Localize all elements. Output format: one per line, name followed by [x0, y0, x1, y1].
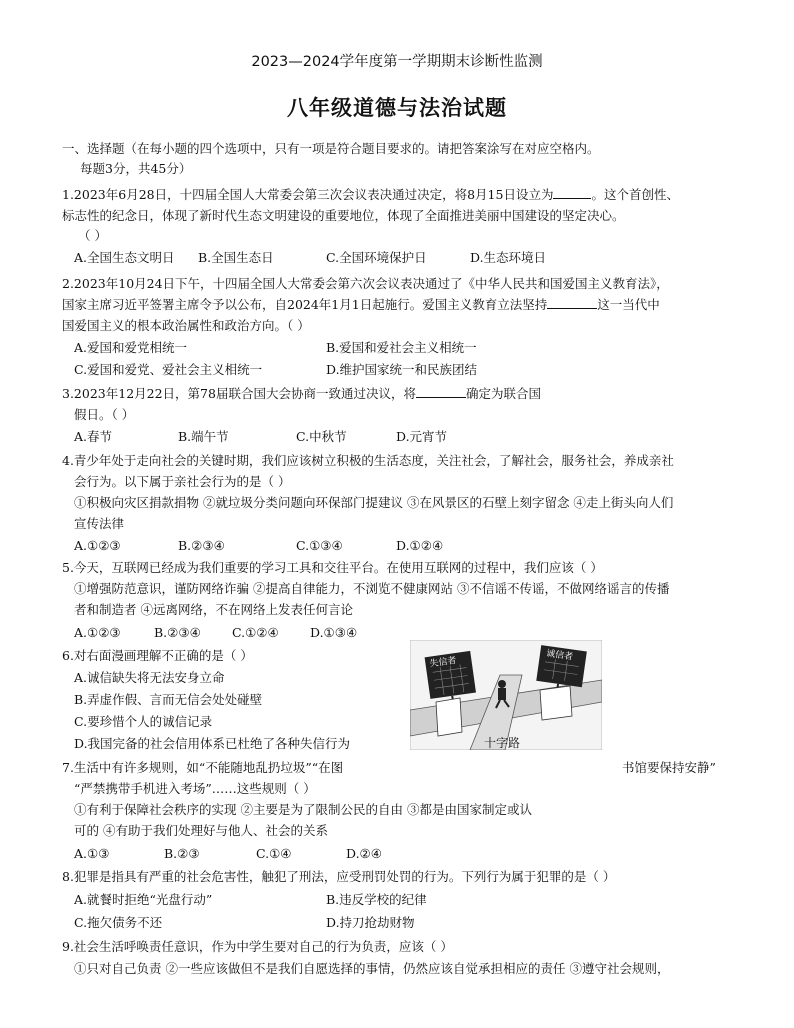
option-c: C.①③④	[296, 538, 343, 553]
question-1-line	[62, 186, 679, 204]
question-9-line: 9.社会生活呼唤责任意识，作为中学生要对自己的行为负责，应该（ ）	[62, 939, 453, 954]
question-4-line-2: 会行为。以下属于亲社会行为的是（ ）	[74, 474, 291, 489]
option-a: A.爱国和爱党相统一	[74, 340, 188, 355]
question-6-line: 6.对右面漫画理解不正确的是（ ）	[62, 648, 253, 663]
question-3-line-2: 假日。（ ）	[74, 407, 135, 422]
option-b: B.②③④	[154, 625, 201, 640]
section-instruction-cont: 每题3分，共45分）	[80, 161, 192, 176]
option-d: D.持刀抢劫财物	[326, 915, 415, 930]
cartoon-caption: 十字路	[484, 736, 521, 750]
option-c: C.①④	[256, 846, 292, 861]
option-d: D.②④	[346, 846, 382, 861]
option-c: C.要珍惜个人的诚信记录	[74, 714, 213, 729]
question-4-line-3: ①积极向灾区捐款捐物 ②就垃圾分类问题向环保部门提建议 ③在风景区的石壁上刻字留念 ④走上街头向人们	[74, 495, 674, 510]
option-b: B.全国生态日	[198, 250, 274, 265]
exam-header-title: 2023—2024学年度第一学期期末诊断性监测	[251, 54, 543, 70]
question-2-text-a: 国家主席习近平签署主席令予以公布，自2024年1月1日起施行。爱国主义教育立法坚持	[62, 297, 548, 312]
gate-right	[540, 686, 572, 720]
option-a: A.①②③	[74, 625, 121, 640]
option-d: D.我国完备的社会信用体系已杜绝了各种失信行为	[74, 736, 351, 751]
question-7-line-2: “严禁携带手机进入考场”……这些规则（ ）	[74, 781, 316, 796]
question-7-line-end: 书馆要保持安静”	[622, 760, 716, 775]
question-2-line-2	[62, 296, 660, 314]
option-d: D.①②④	[396, 538, 444, 553]
question-4-line: 4.青少年处于走向社会的关键时期，我们应该树立积极的生活态度，关注社会，了解社会，服务社会，养成亲社	[62, 453, 674, 468]
sign-right-label: 诚信者	[545, 648, 574, 663]
answer-blank	[416, 385, 466, 398]
question-8-line: 8.犯罪是指具有严重的社会危害性，触犯了刑法，应受刑罚处罚的行为。下列行为属于犯罪的是（ ）	[62, 869, 616, 884]
option-c: C.拖欠债务不还	[74, 915, 163, 930]
question-4-line-4: 宣传法律	[74, 516, 125, 531]
option-c: C.①②④	[232, 625, 279, 640]
gate-left	[436, 698, 462, 736]
question-1-line-2: 标志性的纪念日，体现了新时代生态文明建设的重要地位，体现了全面推进美丽中国建设的坚定决心。	[62, 208, 625, 223]
option-b: B.②③	[164, 846, 200, 861]
question-5-line: 5.今天，互联网已经成为我们重要的学习工具和交往平台。在使用互联网的过程中，我们应该（ ）	[62, 560, 603, 575]
option-c: C.全国环境保护日	[326, 250, 427, 265]
option-c: C.中秋节	[296, 429, 347, 444]
answer-blank	[553, 186, 591, 199]
option-d: D.维护国家统一和民族团结	[326, 362, 478, 377]
option-b: B.爱国和爱社会主义相统一	[326, 340, 477, 355]
answer-blank	[547, 296, 597, 309]
section-instruction: 一、选择题（在每小题的四个选项中，只有一项是符合题目要求的。请把答案涂写在对应空格内。	[62, 141, 600, 156]
option-b: B.弄虚作假、言而无信会处处碰壁	[74, 692, 263, 707]
question-5-line-2: ①增强防范意识，谨防网络诈骗 ②提高自律能力，不浏览不健康网站 ③不信谣不传谣，不做网络谣言的传播	[74, 581, 670, 596]
question-3-text-a: 3.2023年12月22日，第78届联合国大会协商一致通过决议，将	[62, 386, 416, 401]
option-a: A.全国生态文明日	[74, 250, 175, 265]
sign-left-label: 失信者	[428, 655, 458, 670]
option-a: A.①②③	[74, 538, 121, 553]
question-2-line: 2.2023年10月24日下午，十四届全国人大常委会第六次会议表决通过了《中华人民共和国爱国主义教育法》，	[62, 276, 669, 291]
option-b: B.端午节	[178, 429, 229, 444]
question-7-line-4: 可的 ④有助于我们处理好与他人、社会的关系	[74, 823, 328, 838]
option-b: B.违反学校的纪律	[326, 892, 427, 907]
question-7-line-3: ①有利于保障社会秩序的实现 ②主要是为了限制公民的自由 ③都是由国家制定或认	[74, 802, 532, 817]
option-a: A.①③	[74, 846, 110, 861]
question-1-text-b: 。这个首创性、	[591, 187, 679, 202]
option-a: A.就餐时拒绝“光盘行动”	[74, 892, 213, 907]
option-a: A.诚信缺失将无法安身立命	[74, 670, 225, 685]
option-b: B.②③④	[178, 538, 225, 553]
option-c: C.爱国和爱党、爱社会主义相统一	[74, 362, 263, 377]
option-d: D.元宵节	[396, 429, 448, 444]
exam-subject-title: 八年级道德与法治试题	[287, 96, 507, 120]
question-2-line-3: 国爱国主义的根本政治属性和政治方向。（ ）	[62, 318, 310, 333]
question-3-text-b: 确定为联合国	[465, 386, 541, 401]
question-2-text-b: 这一当代中	[597, 297, 660, 312]
question-9-line-2: ①只对自己负责 ②一些应该做但不是我们自愿选择的事情，仍然应该自觉承担相应的责任 ③遵守社会规则，	[74, 961, 670, 976]
question-1-text-a: 1.2023年6月28日，十四届全国人大常委会第三次会议表决通过决定，将8月15日设立为	[62, 187, 554, 202]
question-3-line	[62, 385, 541, 403]
option-d: D.①③④	[310, 625, 358, 640]
question-1-paren: （ ）	[78, 228, 107, 243]
option-a: A.春节	[74, 429, 113, 444]
question-7-line: 7.生活中有许多规则，如“不能随地乱扔垃圾”“在图	[62, 760, 344, 775]
question-5-line-3: 者和制造者 ④远离网络，不在网络上发表任何言论	[74, 602, 353, 617]
option-d: D.生态环境日	[470, 250, 547, 265]
